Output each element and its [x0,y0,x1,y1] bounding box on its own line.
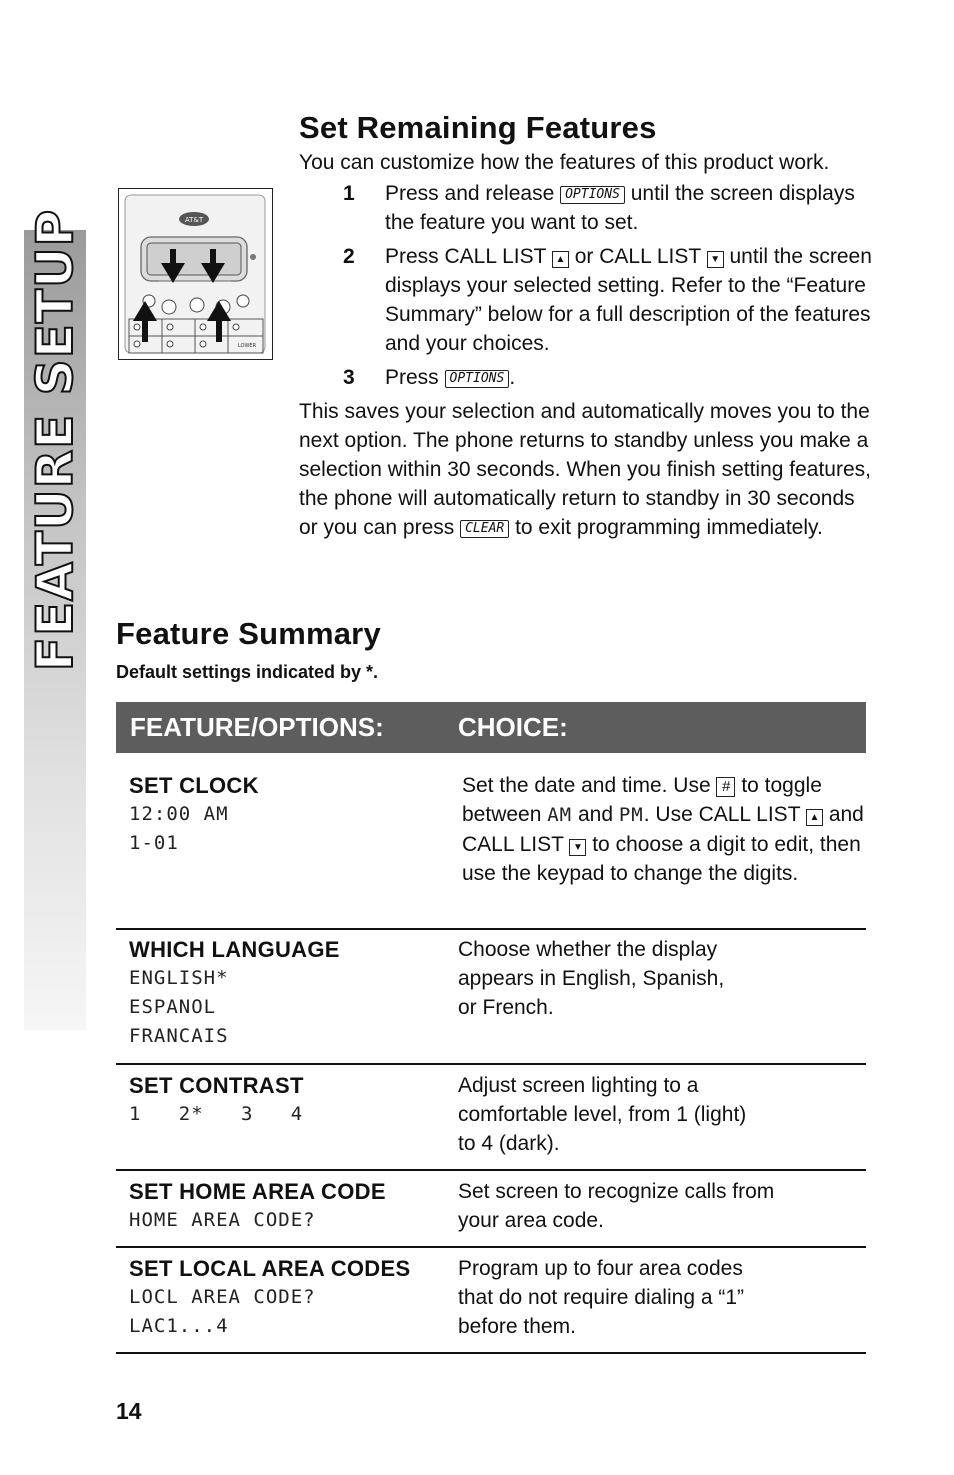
choice-cell [458,935,866,1063]
side-tab-label: FEATURE SETUP [26,208,85,672]
intro-subtitle: You can customize how the features of this product work. [299,151,830,174]
choice-line: appears in English, Spanish, [458,967,725,990]
choice-line: before them. [458,1315,576,1338]
steps-list [299,179,879,392]
table-row [116,935,866,1065]
header-choice: CHOICE: [458,712,568,742]
feature-option: 1 2* 3 4 [129,1103,304,1125]
phone-lower-label: LOWER [237,343,257,349]
feature-name: SET HOME AREA CODE [129,1179,386,1204]
choice-text: and CALL LIST [462,803,864,856]
down-arrow-key-icon: ▼ [707,251,724,268]
step-text-part: until the screen displays your selected setting. Refer to the “Feature Summary” below for a full description of the features and your choices. [385,245,872,355]
feature-option: FRANCAIS [129,1025,229,1047]
choice-line: Choose whether the display [458,938,718,961]
step-text-part: . [509,366,516,389]
step-text [385,242,879,358]
step-item [299,363,879,392]
table-row [116,1254,866,1354]
down-arrow-key-icon: ▼ [569,839,586,856]
feature-cell [116,1254,458,1352]
choice-line: Adjust screen lighting to a [458,1074,699,1097]
feature-cell [116,771,458,928]
header-feature: FEATURE/OPTIONS: [130,712,384,742]
intro-paragraph-text: This saves your selection and automatically moves you to the next option. The phone returns to standby unless you make a selection within 30 seconds. When you finish setting features, the phone will automatically return to standby in 30 seconds or you can press [299,400,871,539]
step-text-part: Press CALL LIST [385,245,552,268]
feature-cell [116,1071,458,1169]
clear-key-icon: CLEAR [460,520,509,538]
feature-option: ESPANOL [129,996,217,1018]
step-item [299,242,879,358]
feature-summary-title: Feature Summary [116,616,381,651]
feature-option: 12:00 AM [129,803,229,825]
feature-name: SET CONTRAST [129,1073,304,1098]
options-key-icon: OPTIONS [445,370,510,388]
feature-cell [116,1177,458,1246]
feature-option: ENGLISH* [129,967,229,989]
step-text [385,179,879,237]
feature-cell [116,935,458,1063]
feature-option: HOME AREA CODE? [129,1209,316,1231]
step-text-part: Press and release [385,182,561,205]
default-settings-note: Default settings indicated by *. [116,662,379,682]
choice-line: or French. [458,996,554,1019]
feature-summary-section [116,614,866,683]
intro-paragraph [299,397,879,542]
choice-line: Program up to four area codes [458,1257,743,1280]
choice-text: . Use CALL LIST [643,803,806,826]
up-arrow-key-icon: ▲ [552,251,569,268]
feature-option: LAC1...4 [129,1315,229,1337]
feature-name: SET LOCAL AREA CODES [129,1256,411,1281]
side-tab-label-wrap [24,208,86,672]
step-item [299,179,879,237]
choice-text: to choose a digit to edit, then use the keypad to change the digits. [462,833,861,885]
step-text-part: Press [385,366,445,389]
step-number: 1 [343,182,355,205]
step-number: 2 [343,245,355,268]
hash-key-icon: # [716,777,735,797]
phone-diagram-icon [119,189,271,358]
options-key-icon: OPTIONS [560,186,625,204]
feature-option: LOCL AREA CODE? [129,1286,316,1308]
page-number: 14 [116,1398,142,1424]
choice-line: to 4 (dark). [458,1132,560,1155]
choice-line: Set screen to recognize calls from [458,1180,775,1203]
choice-text: Set the date and time. Use [462,774,717,797]
table-row [116,1071,866,1171]
choice-cell [458,1254,866,1352]
intro-section [299,108,879,542]
choice-text: and [572,803,619,826]
phone-illustration [118,188,273,360]
choice-text: to toggle between [462,774,822,826]
choice-line: that do not require dialing a “1” [458,1286,745,1309]
table-row [116,771,866,930]
lcd-text: AM [547,804,573,826]
feature-name: SET CLOCK [129,773,259,798]
choice-cell [458,1177,866,1246]
phone-brand-logo: AT&T [184,216,204,224]
step-text [385,363,879,392]
choice-line: comfortable level, from 1 (light) [458,1103,747,1126]
feature-name: WHICH LANGUAGE [129,937,340,962]
choice-line: your area code. [458,1209,604,1232]
choice-cell [458,771,866,928]
step-text-part: until the screen displays the feature you want to set. [385,182,855,234]
table-header [116,702,866,753]
table-row [116,1177,866,1248]
section-title: Set Remaining Features [299,110,657,145]
intro-paragraph-text: to exit programming immediately. [509,516,823,539]
step-text-part: or CALL LIST [568,245,707,268]
up-arrow-key-icon: ▲ [806,809,823,826]
feature-option: 1-01 [129,832,179,854]
choice-cell [458,1071,866,1169]
step-number: 3 [343,366,355,389]
lcd-text: PM [618,804,644,826]
